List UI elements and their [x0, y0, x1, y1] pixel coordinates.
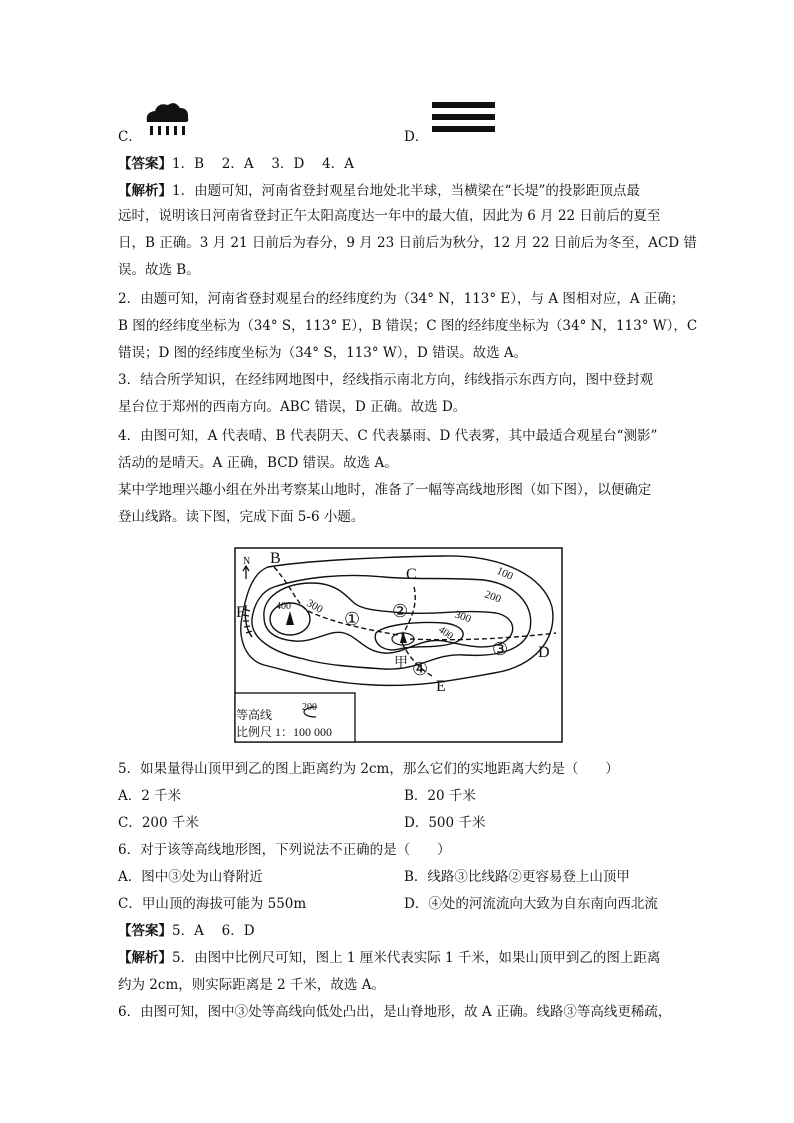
analysis-tag-2: 【解析】	[118, 950, 172, 966]
contour-label-200: 200	[482, 588, 503, 606]
analysis-line-6: B 图的经纬度坐标为（34° S，113° E），B 错误；C 图的经纬度坐标为（34° N，113° W），C	[118, 318, 698, 334]
q6-option-b[interactable]: B．线路③比线路②更容易登上山顶甲	[404, 869, 630, 885]
contour-label-300b: 300	[452, 608, 473, 626]
label-circled-4: ④	[412, 659, 429, 679]
contour-label-100: 100	[494, 564, 515, 583]
answer-tag: 【答案】	[118, 156, 172, 172]
q6-stem: 6．对于该等高线地形图，下列说法不正确的是（ ）	[118, 842, 451, 858]
analysis-line-4: 误。故选 B。	[118, 262, 200, 278]
analysis2-line-1	[118, 949, 660, 967]
q6-option-a[interactable]: A．图中③处为山脊附近	[118, 869, 263, 885]
label-b: B	[270, 550, 281, 567]
analysis-line-3: 日，B 正确。3 月 21 日前后为春分，9 月 23 日前后为秋分，12 月 22 日前后为冬至，ACD 错	[118, 235, 697, 251]
analysis-line-10: 4．由图可知，A 代表晴、B 代表阴天、C 代表暴雨、D 代表雾，其中最适合观星台“测影”	[118, 428, 658, 444]
analysis2-line-3: 6．由图可知，图中③处等高线向低处凸出，是山脊地形，故 A 正确。线路③等高线更稀疏，	[118, 1004, 672, 1020]
intro-line-2: 登山线路。读下图，完成下面 5-6 小题。	[118, 509, 365, 525]
q6-option-c[interactable]: C．甲山顶的海拔可能为 550m	[118, 896, 307, 912]
analysis-line-9: 星台位于郑州的西南方向。ABC 错误，D 正确。故选 D。	[118, 399, 467, 415]
label-circled-1: ①	[344, 609, 361, 629]
label-e: E	[436, 678, 446, 695]
analysis-line-5: 2．由题可知，河南省登封观星台的经纬度约为（34° N，113° E），与 A 图相对应，A 正确；	[118, 291, 685, 307]
answer-text-2: 5．A 6．D	[172, 923, 255, 939]
label-f: F	[236, 604, 245, 621]
label-circled-2: ②	[392, 601, 409, 621]
q5-stem: 5．如果量得山顶甲到乙的图上距离约为 2cm，那么它们的实地距离大约是（ ）	[118, 761, 619, 777]
analysis-line-2: 远时，说明该日河南省登封正午太阳高度达一年中的最大值，因此为 6 月 22 日前后的夏至	[118, 208, 661, 224]
legend-contour-label: 等高线	[236, 708, 273, 722]
analysis-line-8: 3．结合所学知识，在经纬网地图中，经线指示南北方向，纬线指示东西方向，图中登封观	[118, 372, 654, 388]
analysis-tag: 【解析】	[118, 183, 172, 199]
legend-contour-value: 200	[302, 702, 317, 713]
answer-line-1	[118, 155, 354, 173]
north-label: N	[243, 556, 251, 567]
option-d-label: D．	[404, 129, 429, 145]
answer-tag-2: 【答案】	[118, 923, 172, 939]
label-c: C	[406, 566, 417, 583]
analysis2-text: 5．由图中比例尺可知，图上 1 厘米代表实际 1 千米，如果山顶甲到乙的图上距离	[172, 950, 661, 966]
legend-scale: 比例尺 1：100 000	[236, 725, 333, 739]
analysis-line-1	[118, 182, 640, 200]
intro-line-1: 某中学地理兴趣小组在外出考察某山地时，准备了一幅等高线地形图（如下图），以便确定	[118, 482, 652, 498]
q5-option-a[interactable]: A．2 千米	[118, 788, 182, 804]
fog-lines-icon	[432, 100, 496, 136]
contour-label-400b: 400	[436, 624, 455, 643]
analysis-text: 1．由题可知，河南省登封观星台地处北半球，当横梁在“长堤”的投影距顶点最	[172, 183, 640, 199]
q6-option-d[interactable]: D．④处的河流流向大致为自东南向西北流	[404, 896, 658, 912]
answer-line-2	[118, 922, 255, 940]
contour-map	[234, 547, 564, 743]
answer-text: 1．B 2．A 3．D 4．A	[172, 156, 354, 172]
contour-label-400a: 400	[276, 601, 291, 612]
label-jia: 甲	[394, 656, 408, 671]
option-c-label: C．	[118, 129, 142, 145]
contour-label-300a: 300	[304, 597, 325, 616]
q5-option-b[interactable]: B．20 千米	[404, 788, 476, 804]
rain-cloud-icon	[142, 100, 192, 140]
q5-option-c[interactable]: C．200 千米	[118, 815, 199, 831]
analysis-line-11: 活动的是晴天。A 正确，BCD 错误。故选 A。	[118, 455, 398, 471]
analysis2-line-2: 约为 2cm，则实际距离是 2 千米，故选 A。	[118, 977, 385, 993]
analysis-line-7: 错误；D 图的经纬度坐标为（34° S，113° W），D 错误。故选 A。	[118, 345, 528, 361]
label-d: D	[538, 644, 550, 661]
q5-option-d[interactable]: D．500 千米	[404, 815, 486, 831]
label-circled-3: ③	[492, 639, 509, 659]
